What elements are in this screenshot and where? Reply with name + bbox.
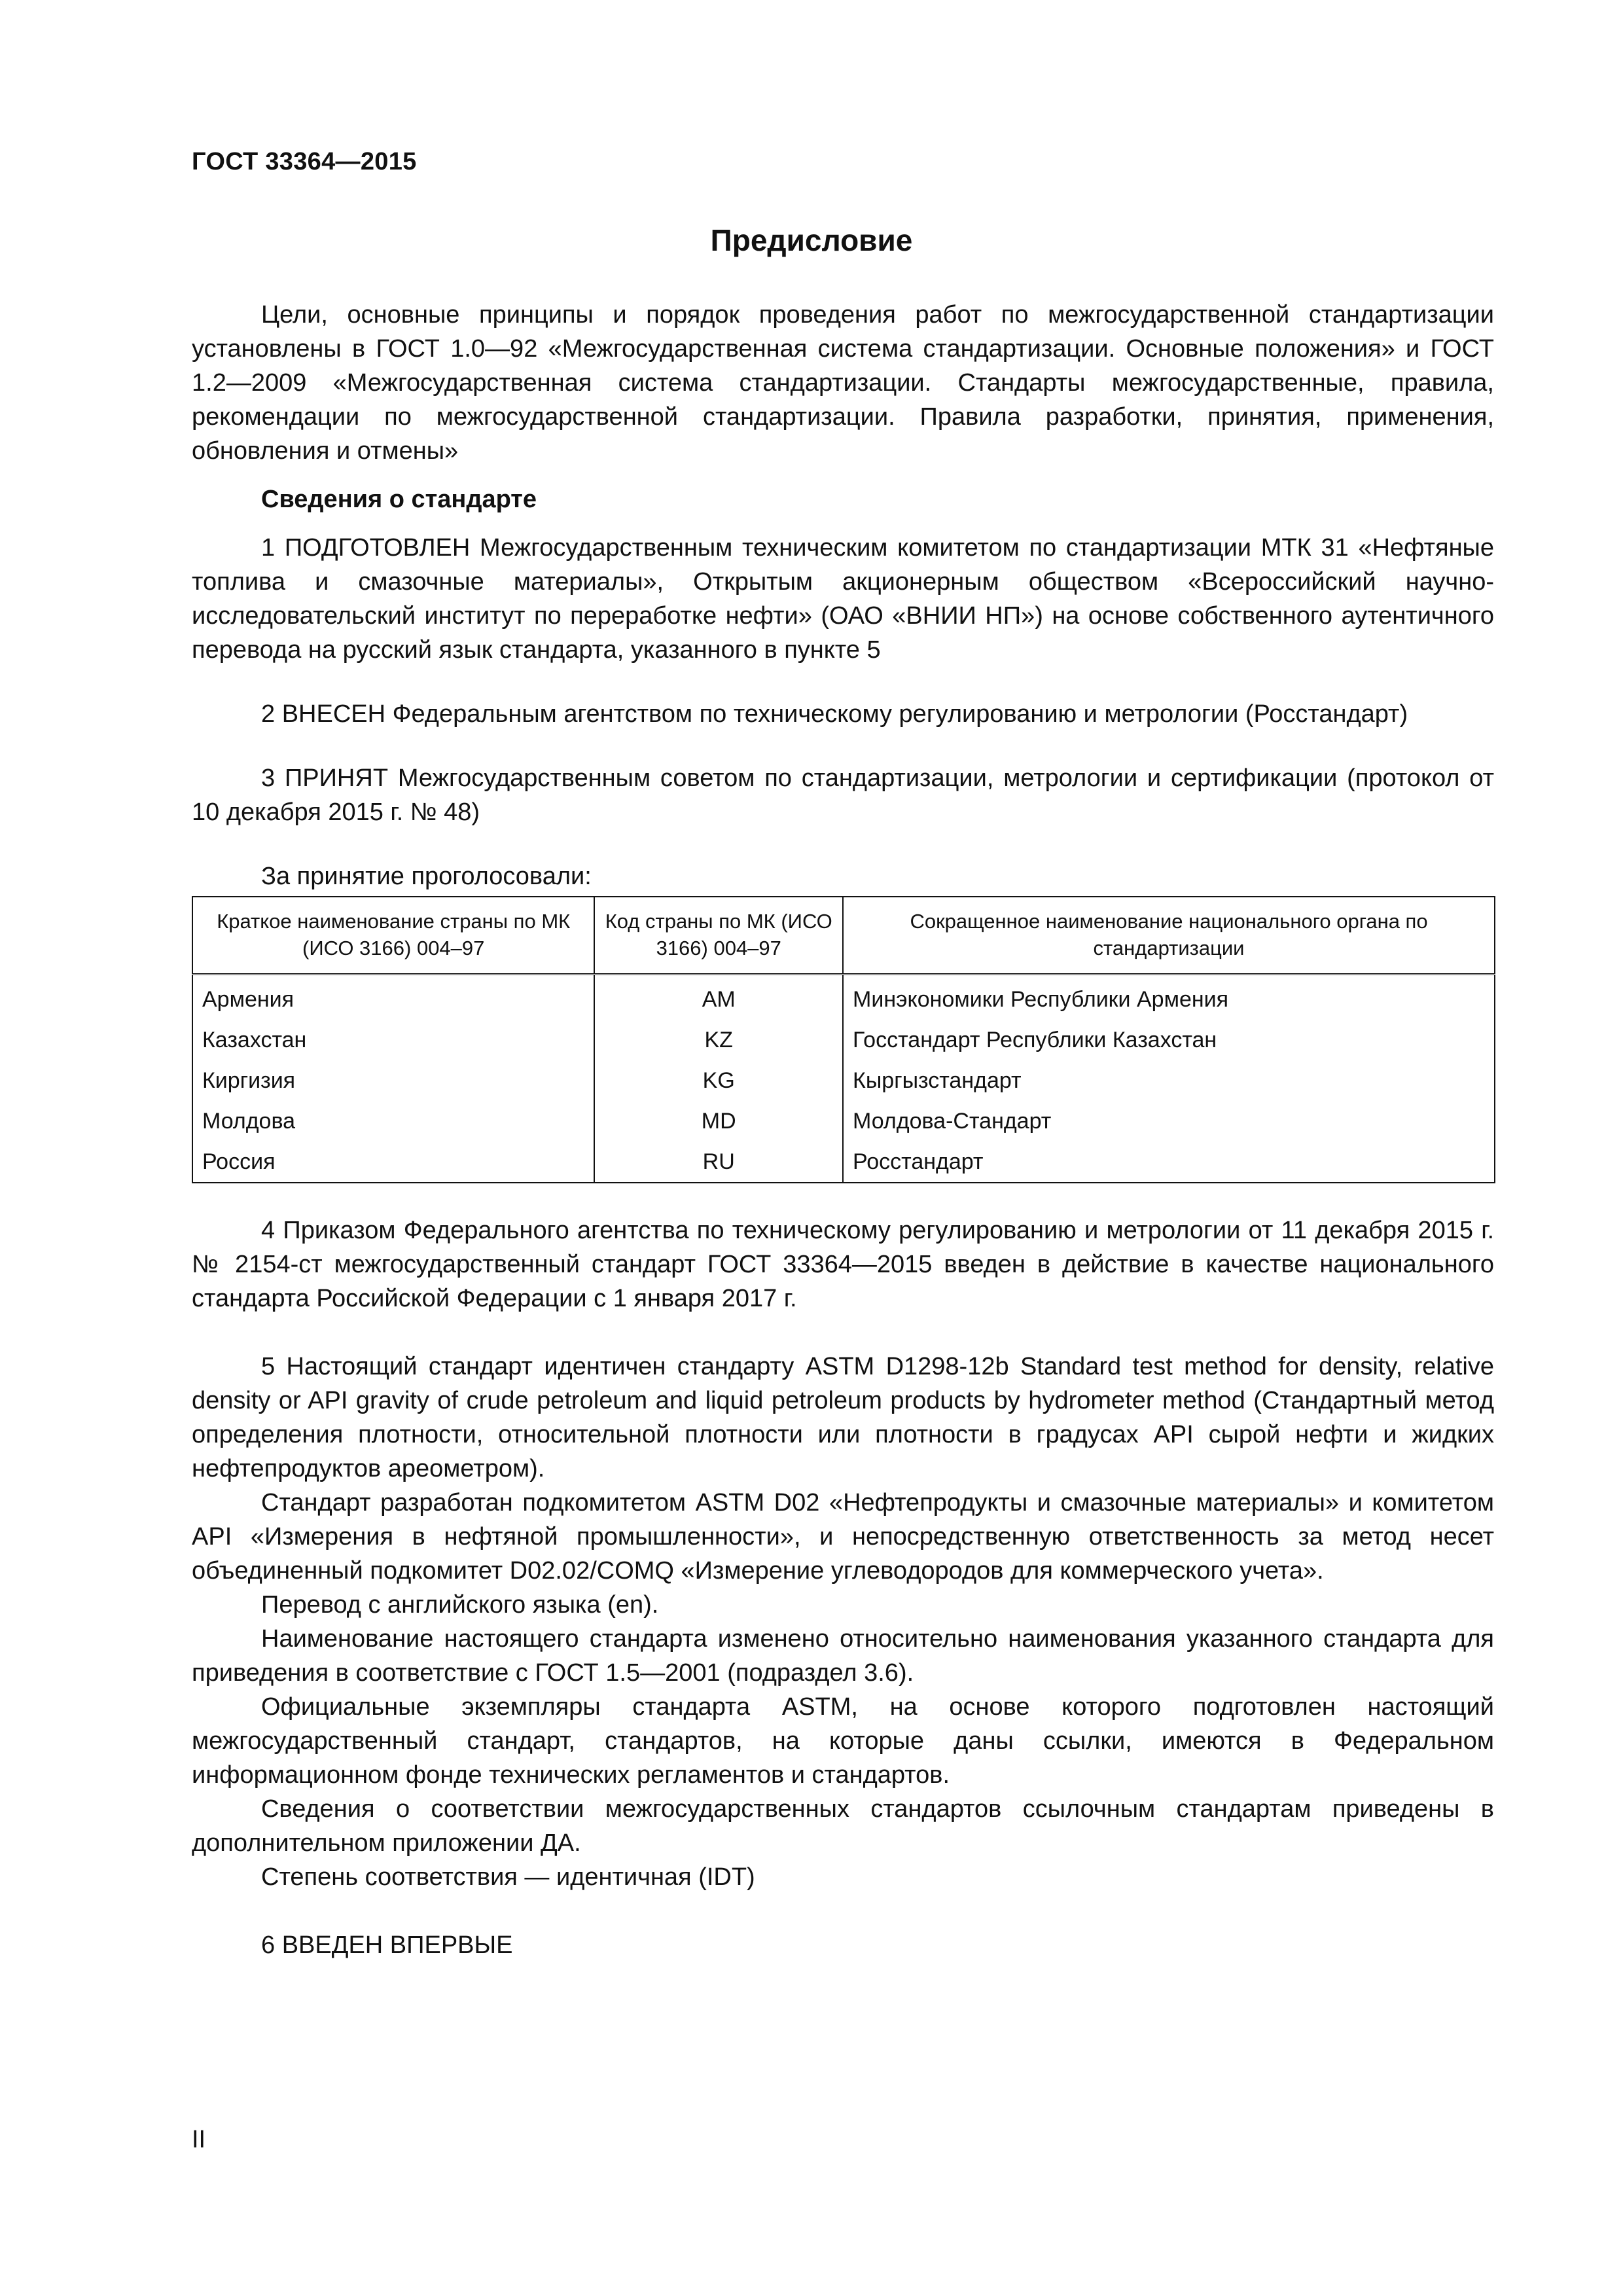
item-3-paragraph: 3 ПРИНЯТ Межгосударственным советом по стандартизации, метрологии и сертификации (протокол от 10 декабря 2015 г. № 48) [192,764,1494,826]
item-5-degree-paragraph: Степень соответствия — идентичная (IDT) [261,1863,755,1891]
country-cell: Казахстан [192,1020,594,1060]
item-6-paragraph: 6 ВВЕДЕН ВПЕРВЫЕ [261,1931,513,1959]
authority-cell: Кыргызстандарт [843,1060,1495,1101]
authority-cell: Молдова-Стандарт [843,1101,1495,1141]
country-cell: Киргизия [192,1060,594,1101]
column-header-authority: Сокращенное наименование национального органа по стандартизации [843,897,1495,975]
country-cell: Армения [192,975,594,1020]
item-2-paragraph: 2 ВНЕСЕН Федеральным агентством по техническому регулированию и метрологии (Росстандарт) [261,700,1408,728]
item-5-development-paragraph: Стандарт разработан подкомитетом ASTM D02 «Нефтепродукты и смазочные материалы» и комитетом API «Измерения в нефтяной промышленности», и непосредственную ответственность за метод несет объединенный подкомитет D02.02/COMQ «Измерение углеводородов для коммерческого учета». [192,1489,1494,1585]
authority-cell: Росстандарт [843,1141,1495,1183]
table-row [192,1101,1495,1141]
column-header-country: Краткое наименование страны по МК (ИСО 3166) 004–97 [192,897,594,975]
document-body [192,298,1494,1962]
code-cell: MD [594,1101,843,1141]
code-cell: KG [594,1060,843,1101]
authority-cell: Госстандарт Республики Казахстан [843,1020,1495,1060]
standard-designation: ГОСТ 33364—2015 [192,148,417,175]
item-4-paragraph: 4 Приказом Федерального агентства по техническому регулированию и метрологии от 11 декабря 2015 г. № 2154-ст межгосударственный стандарт ГОСТ 33364—2015 введен в действие в качестве национального стандарта Российской Федерации с 1 января 2017 г. [192,1217,1494,1312]
page-number: II [192,2126,206,2153]
table-row [192,1060,1495,1101]
item-5-translation-paragraph: Перевод с английского языка (en). [261,1591,659,1619]
table-row [192,1141,1495,1183]
item-5-paragraph: 5 Настоящий стандарт идентичен стандарту ASTM D1298-12b Standard test method for density, relative density or API gravity of crude petroleum and liquid petroleum products by hydrometer method (Стандартный метод определения плотности, относительной плотности или плотности в градусах API сырой нефти и жидких нефтепродуктов ареометром). [192,1353,1494,1482]
table-header-row [192,897,1495,975]
item-5-references-paragraph: Сведения о соответствии межгосударственных стандартов ссылочным стандартам приведены в дополнительном приложении ДА. [192,1795,1494,1857]
voting-table [192,896,1495,1183]
column-header-code: Код страны по МК (ИСО 3166) 004–97 [594,897,843,975]
table-row [192,975,1495,1020]
section-heading: Сведения о стандарте [261,486,537,513]
item-5-official-copies-paragraph: Официальные экземпляры стандарта ASTM, на основе которого подготовлен настоящий межгосударственный стандарт, стандартов, на которые даны ссылки, имеются в Федеральном информационном фонде технических регламентов и стандартов. [192,1693,1494,1789]
country-cell: Россия [192,1141,594,1183]
table-row [192,1020,1495,1060]
item-1-paragraph: 1 ПОДГОТОВЛЕН Межгосударственным техническим комитетом по стандартизации МТК 31 «Нефтяные топлива и смазочные материалы», Открытым акционерным обществом «Всероссийский научно-исследовательский институт по переработке нефти» (ОАО «ВНИИ НП») на основе собственного аутентичного перевода на русский язык стандарта, указанного в пункте 5 [192,534,1494,664]
authority-cell: Минэкономики Республики Армения [843,975,1495,1020]
intro-paragraph: Цели, основные принципы и порядок проведения работ по межгосударственной стандартизации установлены в ГОСТ 1.0—92 «Межгосударственная система стандартизации. Основные положения» и ГОСТ 1.2—2009 «Межгосударственная система стандартизации. Стандарты межгосударственные, правила, рекомендации по межгосударственной стандартизации. Правила разработки, принятия, применения, обновления и отмены» [192,301,1494,465]
item-5-title-change-paragraph: Наименование настоящего стандарта изменено относительно наименования указанного стандарта для приведения в соответствие с ГОСТ 1.5—2001 (подраздел 3.6). [192,1625,1494,1687]
code-cell: RU [594,1141,843,1183]
code-cell: AM [594,975,843,1020]
country-cell: Молдова [192,1101,594,1141]
page-title: Предисловие [710,223,913,257]
code-cell: KZ [594,1020,843,1060]
vote-intro: За принятие проголосовали: [261,863,592,890]
